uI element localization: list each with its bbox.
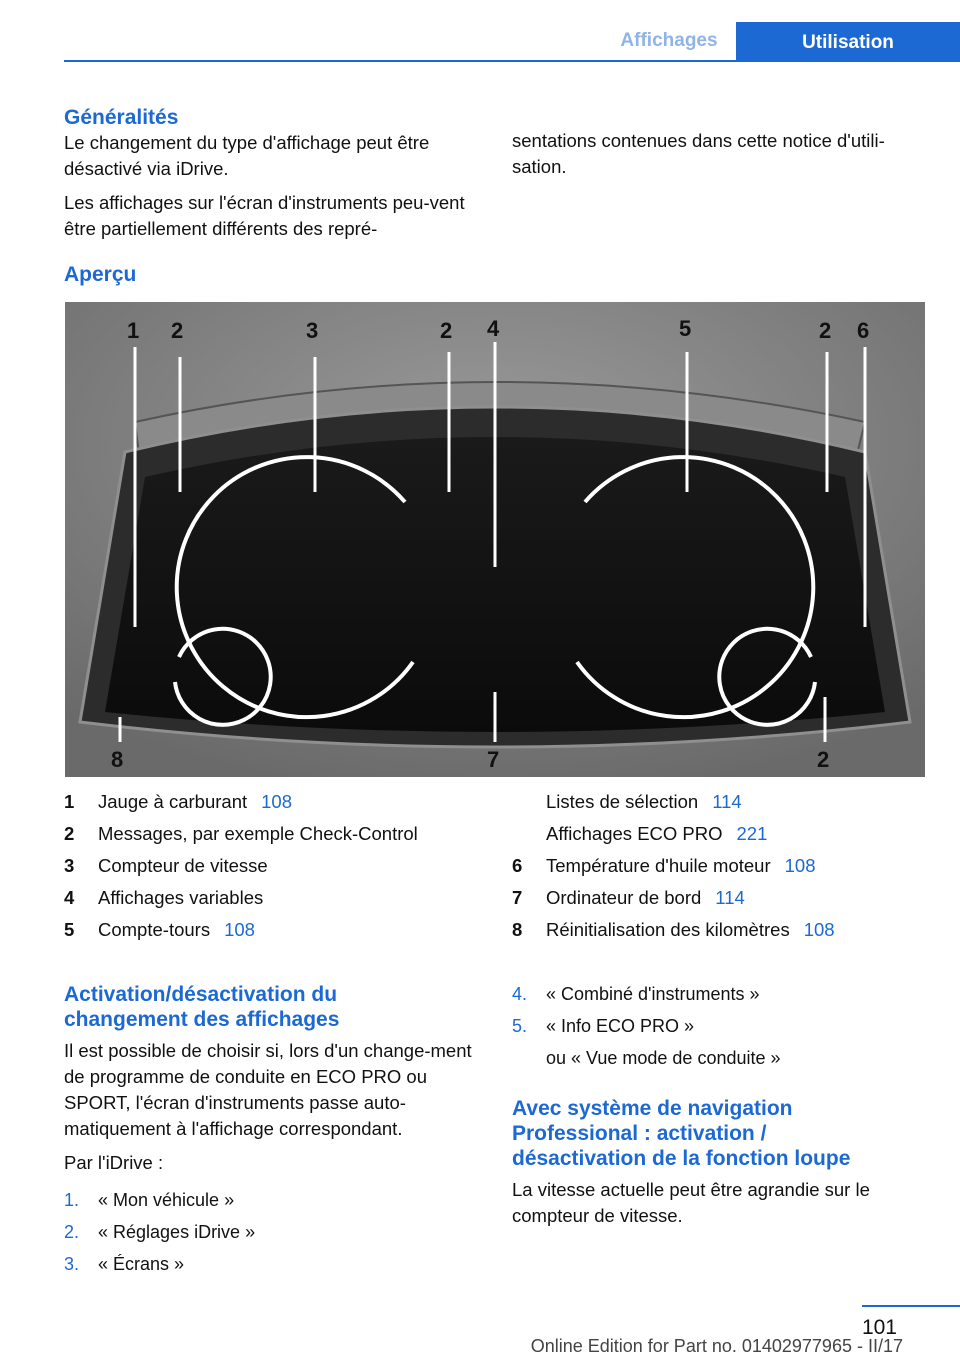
legend-item	[64, 786, 484, 818]
legend-number: 2	[64, 823, 75, 844]
generalites-p2-cont: sentations contenues dans cette notice d'utili-sation.	[512, 130, 885, 177]
generalites-title: Généralités	[64, 106, 179, 129]
loupe-title-line1: Avec système de navigation	[512, 1097, 793, 1120]
activation-title-line2: changement des affichages	[64, 1008, 340, 1031]
legend-text: Réinitialisation des kilomètres	[546, 919, 790, 940]
page-reference-link[interactable]: 108	[261, 791, 293, 812]
page-reference-link[interactable]: 221	[736, 823, 768, 844]
legend-item	[64, 882, 484, 914]
legend-number	[512, 818, 546, 850]
instrument-cluster-figure	[65, 302, 925, 777]
legend-right	[512, 786, 932, 946]
legend-item	[64, 850, 484, 882]
step-text: « Info ECO PRO »	[546, 1016, 695, 1036]
callout-2c: 2	[819, 318, 832, 343]
activation-title-line1: Activation/désactivation du	[64, 983, 338, 1006]
generalites-section	[64, 105, 474, 242]
callout-7: 7	[487, 747, 500, 772]
legend-number: 4	[64, 887, 75, 908]
step-item	[64, 1184, 478, 1216]
legend-item	[512, 850, 932, 882]
legend-item	[64, 914, 484, 946]
page-reference-link[interactable]: 108	[784, 855, 816, 876]
legend-text: Listes de sélection	[546, 791, 699, 812]
header-chapter-tab: Utilisation	[736, 22, 960, 62]
page-reference-link[interactable]: 108	[224, 919, 255, 940]
legend-number: 3	[64, 855, 75, 876]
legend-text: Température d'huile moteur	[546, 855, 771, 876]
legend-number: 1	[64, 791, 75, 812]
legend-item	[512, 914, 932, 946]
legend-number	[512, 786, 546, 818]
step-item	[512, 1042, 926, 1074]
legend-text: Affichages variables	[98, 887, 264, 908]
loupe-p1: La vitesse actuelle peut être agrandie sur le compteur de vitesse.	[512, 1179, 870, 1226]
step-item	[512, 1010, 926, 1042]
legend-item	[512, 818, 932, 850]
step-number: 2.	[64, 1222, 80, 1242]
step-text: « Écrans »	[98, 1254, 185, 1274]
legend-text: Compteur de vitesse	[98, 855, 268, 876]
page-number: 101	[861, 1316, 897, 1339]
page-reference-link[interactable]: 114	[712, 791, 742, 812]
legend-item	[512, 882, 932, 914]
edition-footer: Online Edition for Part no. 01402977965 - II/17	[530, 1336, 903, 1356]
generalites-continued	[512, 128, 926, 180]
callout-5: 5	[679, 316, 692, 341]
step-item	[64, 1248, 478, 1280]
callout-8: 8	[111, 747, 124, 772]
step-number: 3.	[64, 1254, 80, 1274]
legend-text: Jauge à carburant	[98, 791, 248, 812]
activation-p2: Par l'iDrive :	[64, 1152, 164, 1173]
step-text: ou « Vue mode de conduite »	[546, 1048, 781, 1068]
step-text: « Réglages iDrive »	[98, 1222, 256, 1242]
page-reference-link[interactable]: 108	[803, 919, 835, 940]
legend-number: 7	[512, 887, 523, 908]
legend-number: 6	[512, 855, 523, 876]
legend-number: 5	[64, 919, 75, 940]
loupe-title-line2: Professional : activation /	[512, 1122, 767, 1145]
step-text: « Mon véhicule »	[98, 1190, 235, 1210]
activation-section	[64, 982, 478, 1280]
instrument-cluster-illustration	[65, 302, 925, 777]
callout-4: 4	[487, 316, 500, 341]
step-item	[512, 978, 926, 1010]
activation-steps-continued	[512, 978, 926, 1074]
loupe-title-line3: désactivation de la fonction loupe	[512, 1147, 851, 1170]
footer-rule	[862, 1305, 960, 1307]
step-number: 5.	[512, 1016, 528, 1036]
legend-text: Messages, par exemple Check-Control	[98, 823, 418, 844]
loupe-section	[512, 1096, 926, 1229]
apercu-title: Aperçu	[64, 263, 137, 286]
legend-left	[64, 786, 484, 946]
generalites-p2: Les affichages sur l'écran d'instruments peu-vent être partiellement différents des repré-	[64, 192, 465, 239]
callout-1: 1	[127, 318, 140, 343]
legend-text: Compte-tours	[98, 919, 211, 940]
legend-number: 8	[512, 919, 523, 940]
callout-6: 6	[857, 318, 870, 343]
step-number	[512, 1042, 546, 1074]
callout-2b: 2	[440, 318, 453, 343]
page-reference-link[interactable]: 114	[715, 887, 745, 908]
header-section-tab: Affichages	[620, 30, 718, 51]
activation-p1: Il est possible de choisir si, lors d'un change-ment de programme de conduite en ECO PRO ou SPORT, l'écran d'instruments passe auto-matiquement à l'affichage correspondant.	[64, 1040, 472, 1139]
callout-2d: 2	[817, 747, 830, 772]
step-number: 4.	[512, 984, 528, 1004]
legend-text: Affichages ECO PRO	[546, 823, 723, 844]
callout-2a: 2	[171, 318, 184, 343]
legend-item	[64, 818, 484, 850]
callout-3: 3	[306, 318, 319, 343]
generalites-p1: Le changement du type d'affichage peut être désactivé via iDrive.	[64, 132, 430, 179]
header-rule	[64, 60, 960, 62]
legend-item	[512, 786, 932, 818]
step-number: 1.	[64, 1190, 80, 1210]
step-text: « Combiné d'instruments »	[546, 984, 760, 1004]
step-item	[64, 1216, 478, 1248]
legend-text: Ordinateur de bord	[546, 887, 702, 908]
